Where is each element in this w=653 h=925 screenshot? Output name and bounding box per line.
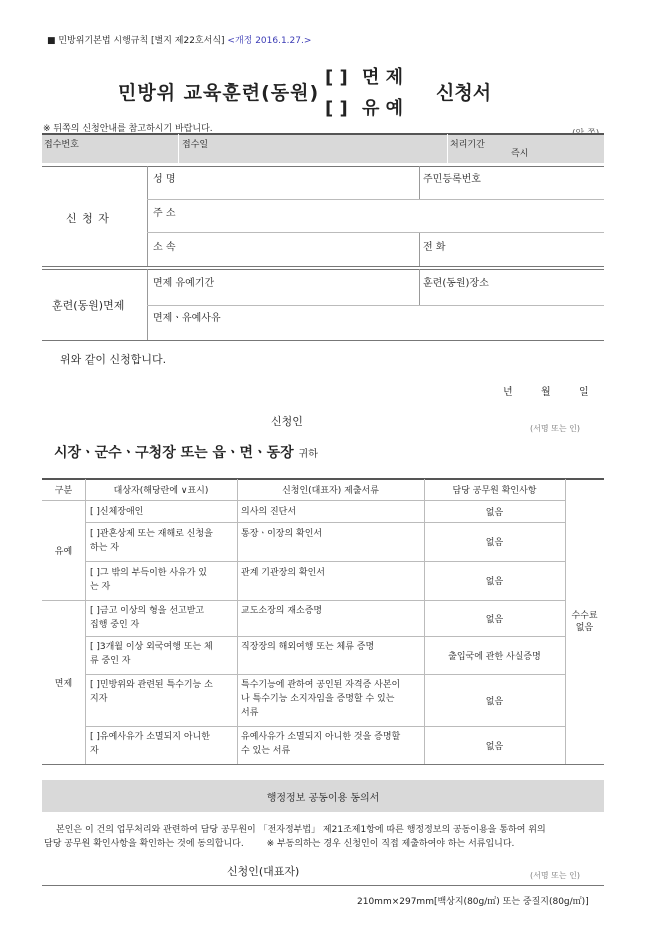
table-row-target[interactable]: [ ]신체장애인 — [90, 507, 144, 517]
reason-label: 면제ㆍ유예사유 — [153, 313, 221, 324]
table-row-target[interactable]: [ ]민방위와 관련된 특수기능 소 지자 — [90, 680, 213, 704]
law-reference: ■ 민방위기본법 시행규칙 [별지 제22호서식] <개정 2016.1.27.> — [47, 36, 312, 46]
table-row-check: 없음 — [485, 577, 504, 587]
rrn-label: 주민등록번호 — [423, 174, 481, 185]
notice-text: ※ 뒤쪽의 신청안내를 참고하시기 바랍니다. — [43, 124, 213, 134]
phone-label: 전 화 — [423, 242, 446, 253]
table-row-target[interactable]: [ ]그 밖의 부득이한 사유가 있 는 자 — [90, 568, 207, 592]
table-row-check: 없음 — [485, 741, 504, 752]
receipt-date-label: 접수일 — [182, 140, 209, 150]
paper-spec: 210mm×297mm[백상지(80g/㎡) 또는 중질지(80g/㎡)] — [357, 897, 589, 907]
date-month: 월 — [541, 387, 551, 398]
consent-signer-label: 신청인(대표자) — [227, 865, 300, 878]
table-row-document: 특수기능에 관하여 공인된 자격증 사본이 나 특수기능 소지자임을 증명할 수 있는 서류 — [241, 680, 401, 718]
processing-period-value: 즉시 — [511, 149, 529, 159]
table-row-target[interactable]: [ ]금고 이상의 형을 선고받고 집행 중인 자 — [90, 606, 205, 630]
option-exempt[interactable]: [ ] 면 제 — [325, 67, 404, 88]
table-row-document: 관계 기관장의 확인서 — [241, 568, 325, 578]
table-row-check: 출입국에 관한 사실증명 — [448, 651, 541, 662]
table-row-check: 없음 — [485, 696, 504, 707]
table-row-document: 직장장의 해외여행 또는 체류 증명 — [241, 642, 375, 652]
consent-body-line2: 담당 공무원 확인사항을 확인하는 것에 동의합니다. ※ 부동의하는 경우 신청인이 직접 제출하여야 하는 서류입니다. — [44, 839, 515, 849]
col-header-official-check: 담당 공무원 확인사항 — [452, 486, 537, 496]
title-left: 민방위 교육훈련(동원) — [118, 82, 320, 104]
period-label: 면제 유예기간 — [153, 278, 215, 289]
table-row-document: 통장ㆍ이장의 확인서 — [241, 529, 323, 539]
group-label-exempt: 면제 — [54, 678, 73, 689]
applicant-section-label: 신 청 자 — [66, 212, 110, 225]
processing-period-label: 처리기간 — [450, 140, 485, 150]
table-row-target[interactable]: [ ]관혼상제 또는 재해로 신청을 하는 자 — [90, 529, 213, 553]
consent-title: 행정정보 공동이용 동의서 — [42, 780, 604, 812]
signature-label: 신청인 — [271, 415, 303, 428]
date-day: 일 — [579, 387, 589, 398]
address-label: 주 소 — [153, 208, 176, 219]
table-row-check: 없음 — [485, 538, 504, 548]
recipient: 시장ㆍ군수ㆍ구청장 또는 읍ㆍ면ㆍ동장 귀하 — [54, 445, 318, 461]
place-label: 훈련(동원)장소 — [423, 278, 489, 289]
date-year: 년 — [503, 387, 513, 398]
col-header-target: 대상자(해당란에 ∨표시) — [113, 486, 209, 496]
name-label: 성 명 — [153, 174, 176, 185]
col-header-category: 구분 — [54, 486, 73, 496]
option-postpone[interactable]: [ ] 유 예 — [325, 98, 404, 119]
declaration-text: 위와 같이 신청합니다. — [60, 353, 167, 366]
consent-body-line1: 본인은 이 건의 업무처리와 관련하여 담당 공무원이 「전자정부법」 제21조제1항에 따른 행정정보의 공동이용을 통하여 위의 — [56, 825, 546, 835]
fee-note: 수수료 없음 — [571, 610, 598, 633]
table-row-target[interactable]: [ ]3개월 이상 외국여행 또는 체 류 중인 자 — [90, 642, 213, 666]
receipt-number-label: 접수번호 — [44, 140, 79, 150]
title-right: 신청서 — [436, 82, 492, 104]
affiliation-label: 소 속 — [153, 242, 176, 253]
table-row-target[interactable]: [ ]유예사유가 소멸되지 아니한 자 — [90, 732, 210, 756]
table-row-document: 유예사유가 소멸되지 아니한 것을 증명할 수 있는 서류 — [241, 732, 401, 756]
consent-signer-hint: (서명 또는 인) — [530, 871, 580, 880]
table-row-document: 의사의 진단서 — [241, 507, 297, 517]
col-header-documents: 신청인(대표자) 제출서류 — [282, 486, 379, 496]
signature-hint: (서명 또는 인) — [530, 424, 580, 433]
table-row-document: 교도소장의 재소증명 — [241, 606, 323, 616]
table-row-check: 없음 — [485, 614, 504, 625]
group-label-postpone: 유예 — [54, 546, 73, 557]
table-row-check: 없음 — [485, 507, 504, 518]
training-section-label: 훈련(동원)면제 — [52, 299, 125, 312]
revision-note: <개정 2016.1.27.> — [227, 36, 312, 46]
